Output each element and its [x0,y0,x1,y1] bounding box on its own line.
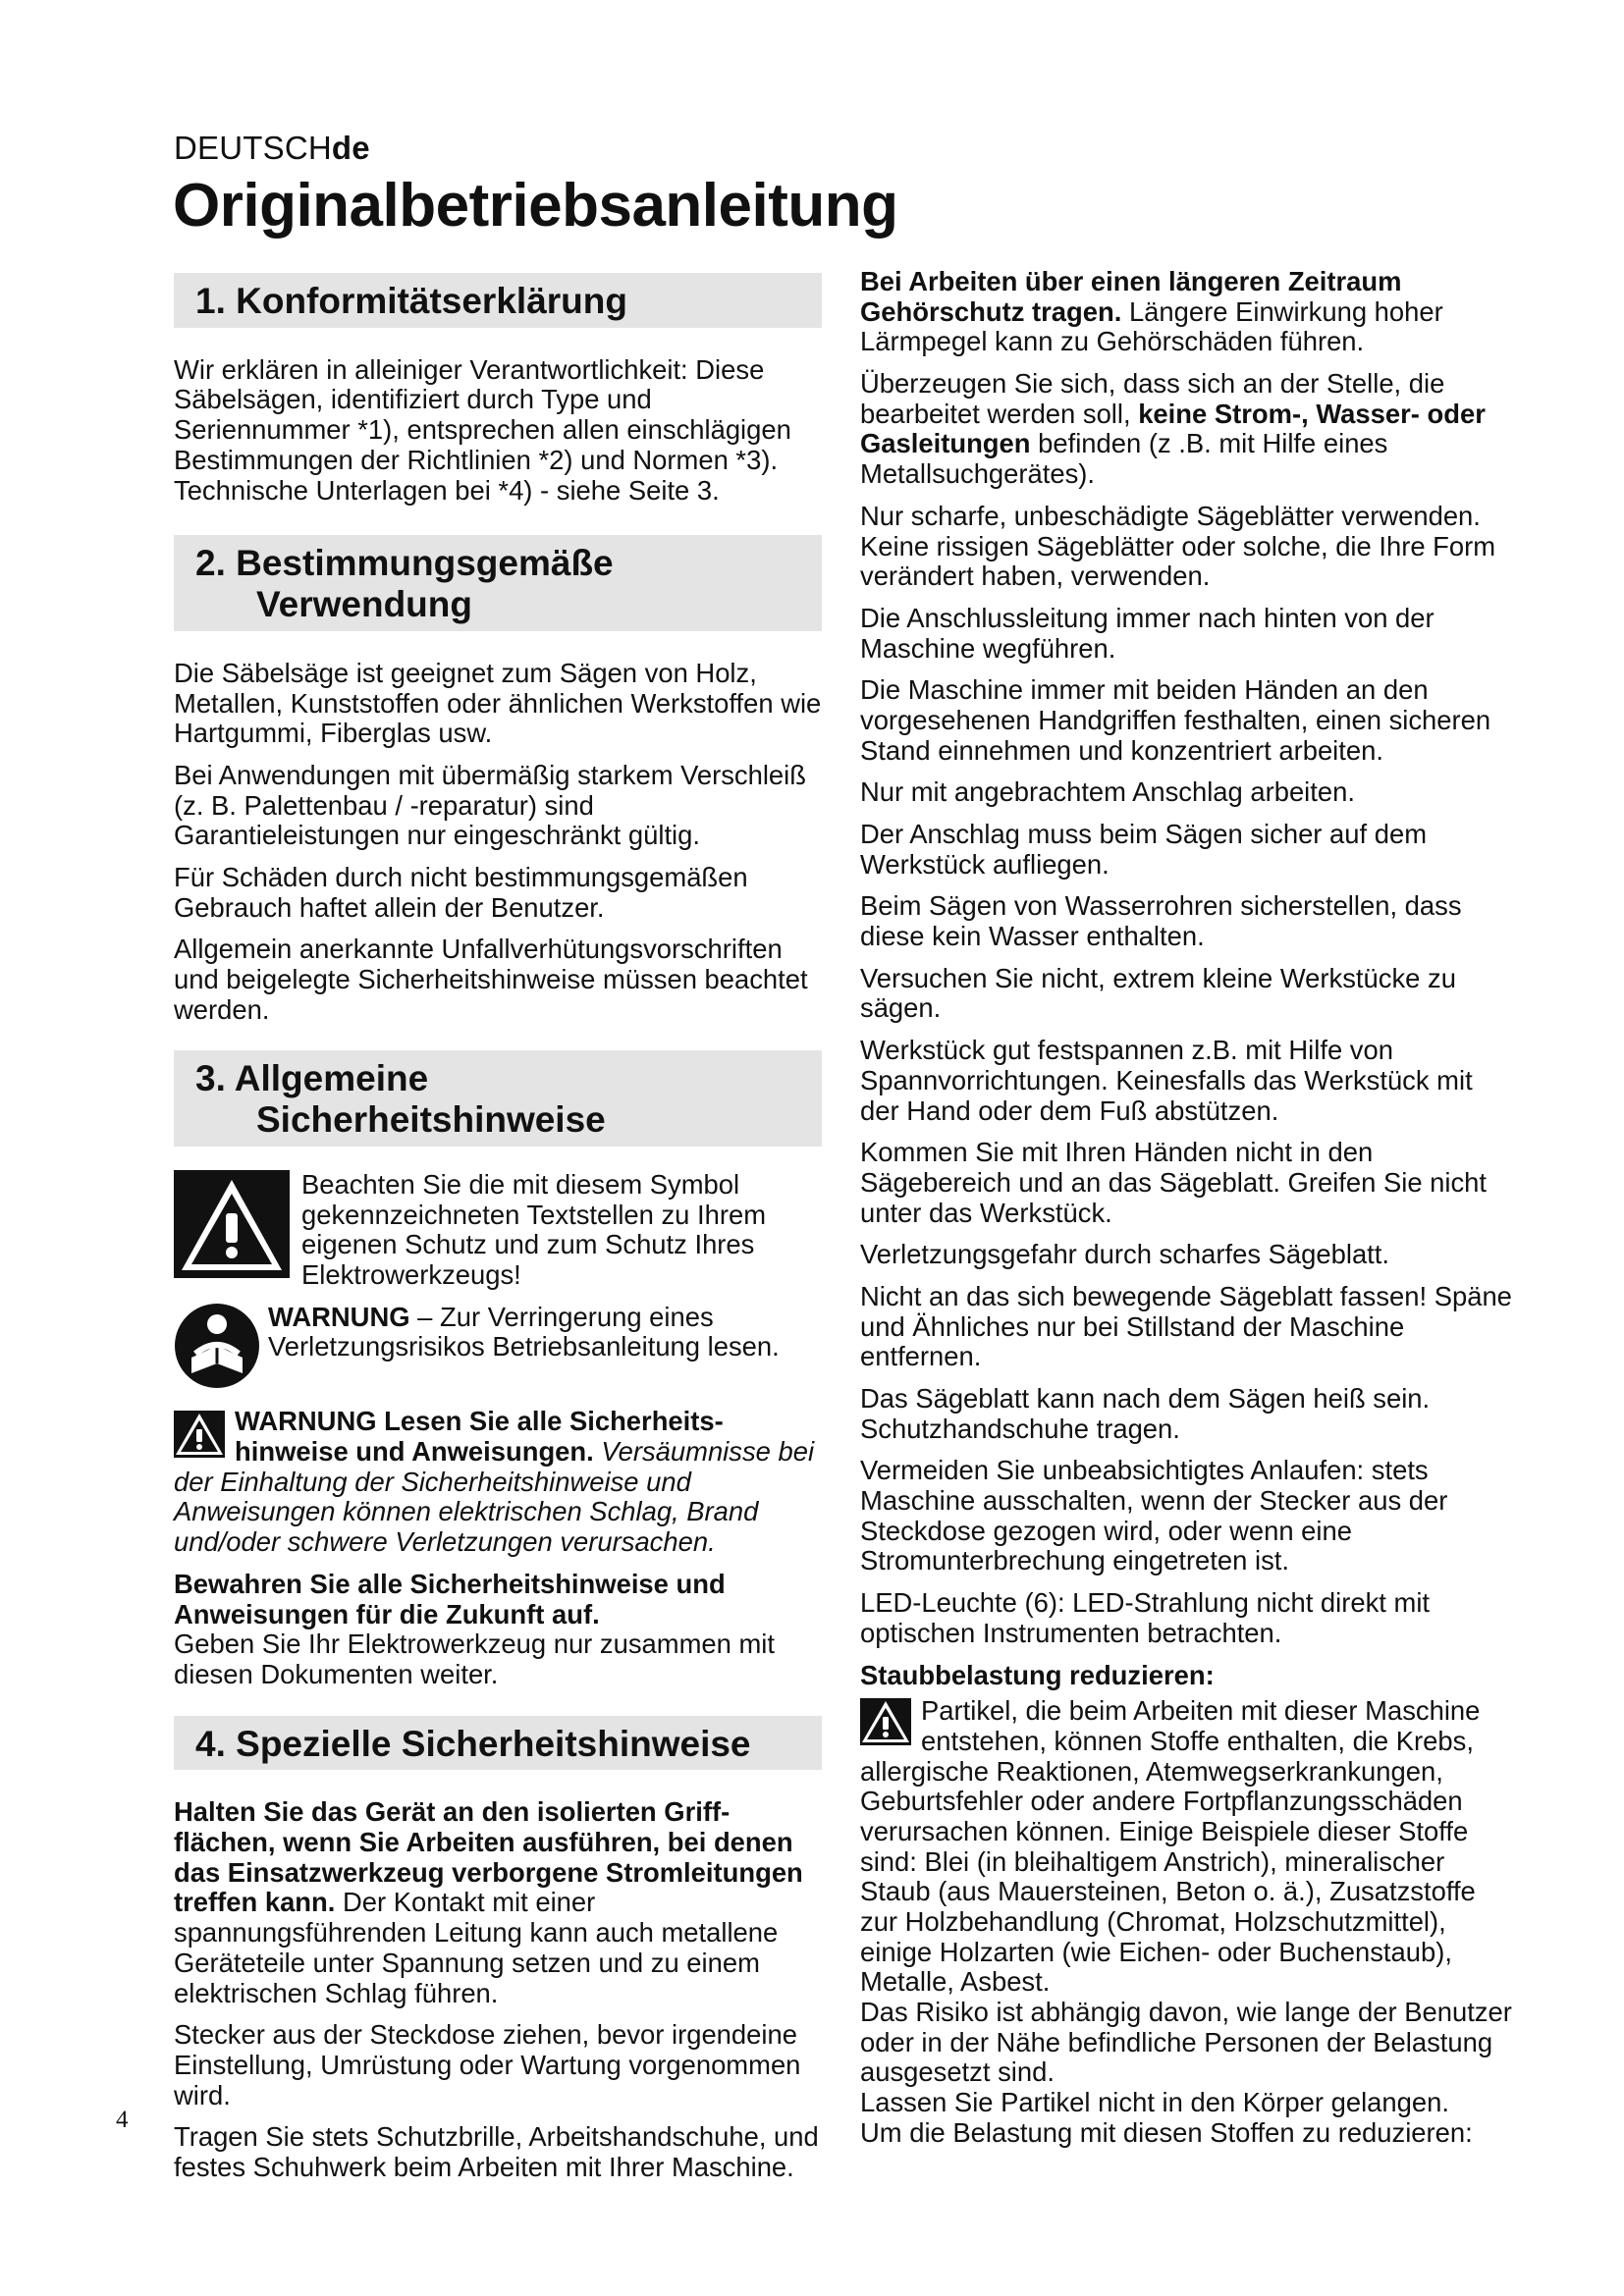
section-2-heading-line2: Verwendung [256,584,472,625]
right-paragraph-1 [860,267,1518,357]
keep-instructions-bold: Bewahren Sie alle Sicherheitshinweise und Anweisungen für die Zukunft auf. [174,1568,726,1629]
section-4-heading: 4. Spezielle Sicherheitshinweise [174,1716,822,1771]
right-paragraph-2-b: befinden (z .B. mit Hilfe eines Metallsuchgerätes). [860,428,1388,490]
warning-triangle-small-icon [174,1411,225,1465]
right-paragraph-15: Vermeiden Sie unbeabsichtigtes Anlaufen: stets Maschine ausschalten, wenn der Stecker aus der Steckdose gezogen wird, oder wenn eine Stromunterbrechung eingetreten ist. [860,1455,1448,1576]
section-1-heading: 1. Konformitätserklärung [174,273,822,328]
language-name: DEUTSCH [174,130,332,166]
language-code: de [331,130,370,166]
right-paragraph-1-text: Längere Einwirkung hoher Lärmpegel kann zu Gehörschäden führen. [860,295,1443,357]
section-2-heading [174,535,822,631]
section-4-paragraph-1-text: Der Kontakt mit einer spannungsführenden Leitung kann auch metallene Geräteteile unter Spannung setzen und zu einem elektrischen Schlag führen. [174,1887,779,2008]
right-paragraph-14: Das Sägeblatt kann nach dem Sägen heiß sein. Schutzhandschuhe tragen. [860,1383,1431,1444]
right-paragraph-12: Verletzungsgefahr durch scharfes Sägeblatt. [860,1239,1390,1270]
section-4-paragraph-3: Tragen Sie stets Schutzbrille, Arbeitshandschuhe, und festes Schuhwerk beim Arbeiten mit Ihrer Maschine. [174,2121,819,2182]
read-manual-sentence: – Zur Verringerung eines Verletzungsrisikos Betriebsanleitung lesen. [268,1301,780,1362]
section-2-paragraph-2: Bei Anwendungen mit übermäßig starkem Verschleiß (z. B. Palettenbau / -reparatur) sind Garantieleistungen nur eingeschränkt gültig. [174,759,806,851]
section-3-heading [174,1050,822,1147]
right-paragraph-13: Nicht an das sich bewegende Sägeblatt fassen! Späne und Ähnliches nur bei Stillstand der Maschine entfernen. [860,1280,1512,1372]
section-2-paragraph-3: Für Schäden durch nicht bestimmungsgemäßen Gebrauch haftet allein der Benutzer. [174,861,748,923]
symbol-note-text: Beachten Sie die mit diesem Symbol gekennzeichneten Textstellen zu Ihrem eigenen Schutz und zum Schutz Ihres Elektrowerkzeugs! [301,1168,767,1291]
right-paragraph-8: Beim Sägen von Wasserrohren sicherstellen, dass diese kein Wasser enthalten. [860,890,1462,952]
warning-triangle-icon [174,1170,290,1285]
dust-paragraph-2: Das Risiko ist abhängig davon, wie lange der Benutzer oder in der Nähe befindliche Personen der Belastung ausgesetzt sind. [860,1997,1512,2088]
warning-triangle-dust-icon [860,1698,911,1752]
right-column [860,267,1518,2149]
right-paragraph-2-bold: keine Strom-, Wasser- oder Gasleitungen [860,398,1486,459]
right-paragraph-11: Kommen Sie mit Ihren Händen nicht in den Sägebereich und an das Sägeblatt. Greifen Sie nicht unter das Werkstück. [860,1137,1488,1228]
section-2-paragraph-4: Allgemein anerkannte Unfallverhütungsvorschriften und beigelegte Sicherheitshinweise müssen beachtet werden. [174,934,808,1025]
general-warning-italic: Versäumnisse bei der Einhaltung der Sicherheitshinweise und Anweisungen können elektrischen Schlag, Brand und/oder schwere Verletzungen verursachen. [174,1436,815,1558]
right-paragraph-1-bold: Bei Arbeiten über einen längeren Zeitraum Gehörschutz tragen. [860,266,1402,327]
right-paragraph-5: Die Maschine immer mit beiden Händen an den vorgesehenen Handgriffen festhalten, einen sicheren Stand einnehmen und konzentriert arbeiten. [860,674,1491,766]
dust-paragraph-3: Lassen Sie Partikel nicht in den Körper gelangen. [860,2087,1449,2118]
general-warning-paragraph [174,1407,822,1557]
page-number: 4 [116,2107,129,2133]
section-4-paragraph-2: Stecker aus der Steckdose ziehen, bevor irgendeine Einstellung, Umrüstung oder Wartung vorgenommen wird. [174,2019,801,2110]
dust-paragraph-4: Um die Belastung mit diesen Stoffen zu reduzieren: [860,2116,1473,2148]
right-paragraph-2-a: Überzeugen Sie sich, dass sich an der Stelle, die bearbeitet werden soll, [860,368,1445,429]
right-paragraph-6: Nur mit angebrachtem Anschlag arbeiten. [860,776,1355,808]
warning-label: WARNUNG [268,1301,410,1332]
left-column [174,267,822,2195]
dust-heading: Staubbelastung reduzieren: [860,1659,1215,1690]
read-manual-row [174,1303,822,1396]
right-paragraph-2 [860,369,1518,490]
right-paragraph-4: Die Anschlussleitung immer nach hinten von der Maschine wegführen. [860,602,1435,664]
dust-paragraph-1: Partikel, die beim Arbeiten mit dieser Maschine entstehen, können Stoffe enthalten, die Krebs, allergische Reaktionen, Atemwegserkrankungen, Geburtsfehler oder andere Fortpflanzungsschäden verursachen können. Einige Beispiele dieser Stoffe sind: Blei (in bleihaltigem Anstrich), mineralischer Staub (aus Mauersteinen, Beton o. ä.), Zusatzstoffe zur Holzbehandlung (Chromat, Holzschutzmittel), einige Holzarten (wie Eichen- oder Buchenstaub), Metalle, Asbest. [860,1695,1481,1998]
section-1-paragraph: Wir erklären in alleiniger Verantwortlichkeit: Diese Säbelsägen, identifiziert durch Type und Seriennummer *1), entsprechen allen einschlägigen Bestimmungen der Richtlinien *2) und Normen *3). Technische Unterlagen bei *4) - siehe Seite 3. [174,353,791,506]
general-warning-bold: WARNUNG Lesen Sie alle Sicherheits-hinweise und Anweisungen. [235,1406,724,1468]
keep-instructions-paragraph [174,1570,822,1690]
keep-instructions-text: Geben Sie Ihr Elektrowerkzeug nur zusammen mit diesen Dokumenten weiter. [174,1629,775,1689]
language-label [174,130,370,167]
section-4-paragraph-1-bold: Halten Sie das Gerät an den isolierten Griff-flächen, wenn Sie Arbeiten ausführen, bei denen das Einsatzwerkzeug verborgene Stromleitungen treffen kann. [174,1796,803,1918]
right-paragraph-9: Versuchen Sie nicht, extrem kleine Werkstücke zu sägen. [860,962,1456,1024]
right-paragraph-10: Werkstück gut festspannen z.B. mit Hilfe von Spannvorrichtungen. Keinesfalls das Werkstück mit der Hand oder dem Fuß abstützen. [860,1035,1473,1126]
section-2-paragraph-1: Die Säbelsäge ist geeignet zum Sägen von Holz, Metallen, Kunststoffen oder ähnlichen Werkstoffen wie Hartgummi, Fiberglas usw. [174,657,822,749]
right-paragraph-3: Nur scharfe, unbeschädigte Sägeblätter verwenden. Keine rissigen Sägeblätter oder solche, die Ihre Form verändert haben, verwenden. [860,500,1496,592]
dust-block [860,1696,1518,2148]
section-3-heading-line1: 3. Allgemeine [195,1058,429,1099]
right-paragraph-16: LED-Leuchte (6): LED-Strahlung nicht direkt mit optischen Instrumenten betrachten. [860,1587,1431,1648]
section-3-heading-line2: Sicherheitshinweise [256,1099,606,1141]
page-title: Originalbetriebsanleitung [173,172,898,240]
read-manual-icon [174,1303,260,1396]
read-manual-text [268,1303,822,1362]
section-2-heading-line1: 2. Bestimmungsgemäße [195,543,614,584]
right-paragraph-7: Der Anschlag muss beim Sägen sicher auf dem Werkstück aufliegen. [860,819,1428,880]
section-4-paragraph-1 [174,1797,822,2008]
symbol-note-row [174,1170,822,1291]
